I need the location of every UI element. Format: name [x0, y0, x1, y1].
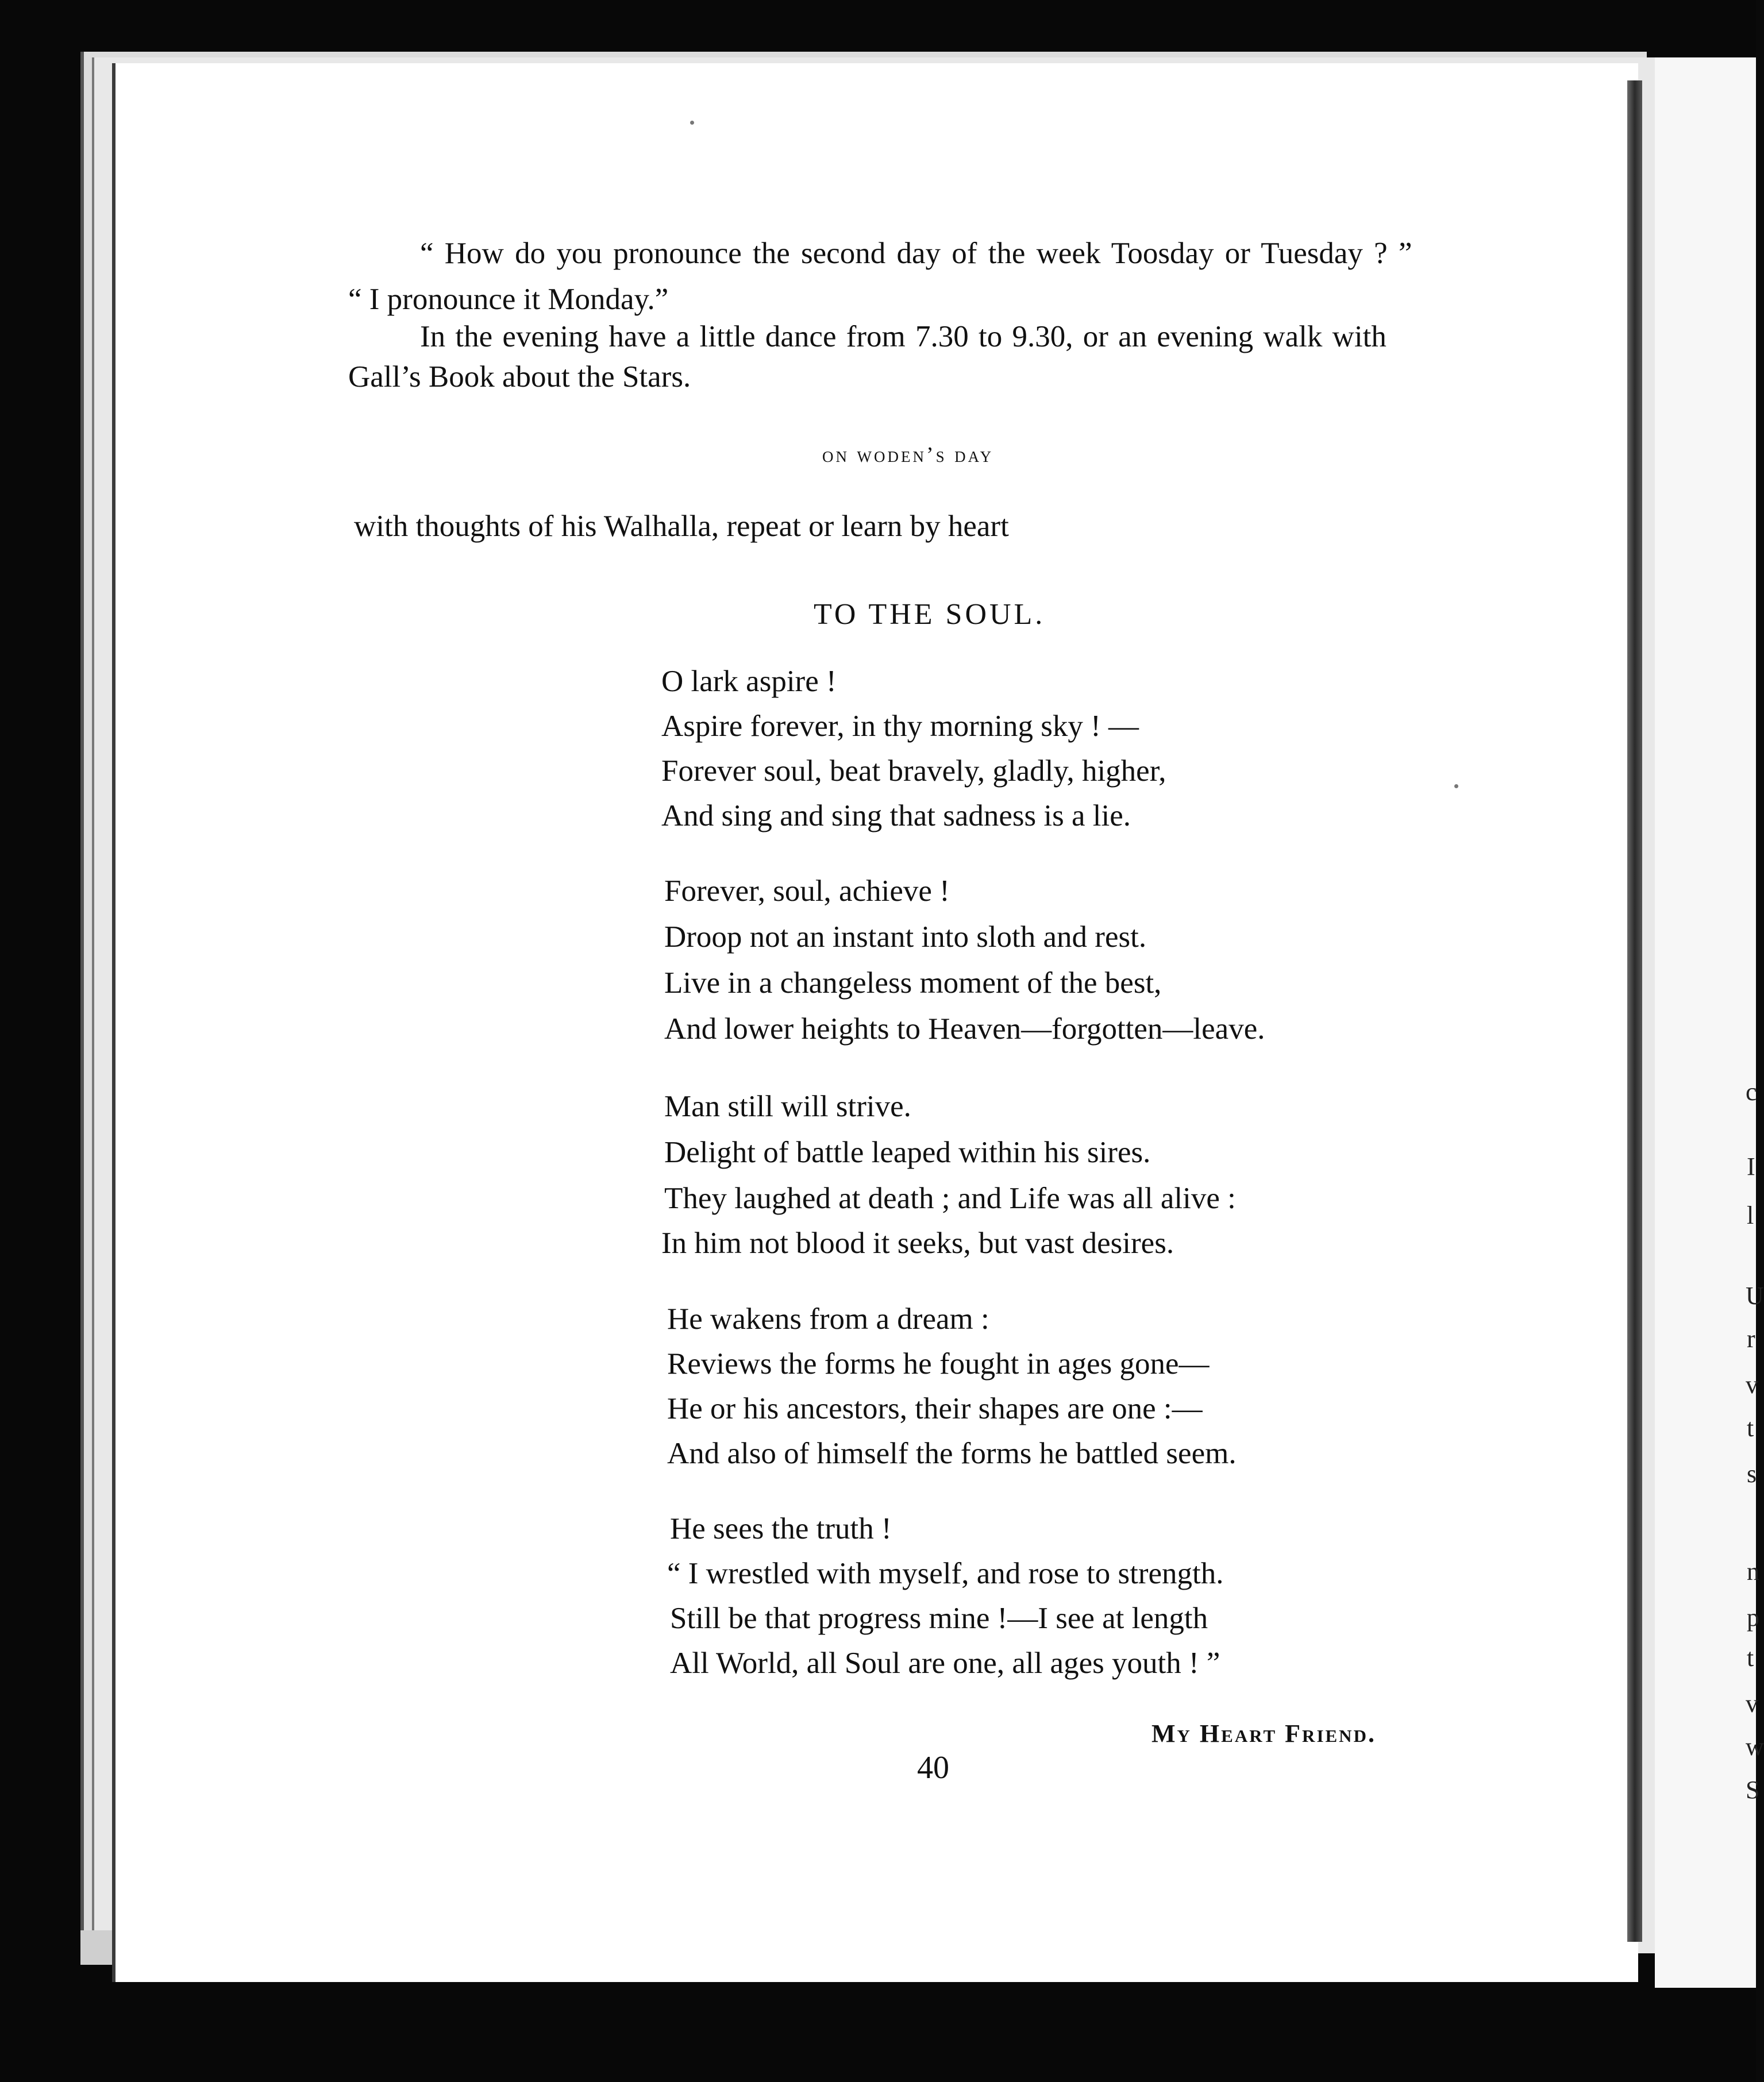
poem-line: Still be that progress mine !—I see at length: [670, 1602, 1208, 1635]
poem-line: Forever, soul, achieve !: [664, 874, 950, 908]
poem-line: Forever soul, beat bravely, gladly, higher,: [661, 754, 1166, 788]
poem-line: And also of himself the forms he battled seem.: [667, 1437, 1237, 1470]
facing-letter: s: [1747, 1460, 1757, 1488]
poem-line: Live in a changeless moment of the best,: [664, 966, 1162, 1000]
facing-page-sliver: [1655, 57, 1764, 1988]
facing-letter: r: [1747, 1325, 1755, 1353]
facing-letter: p: [1747, 1603, 1759, 1632]
prose-line: “ I pronounce it Monday.”: [348, 283, 669, 316]
prose-line: Gall’s Book about the Stars.: [348, 360, 691, 394]
facing-letter: c: [1746, 1078, 1757, 1106]
facing-letter: w: [1746, 1733, 1764, 1761]
poem-line: Man still will strive.: [664, 1090, 911, 1123]
poem-line: They laughed at death ; and Life was all alive :: [664, 1182, 1236, 1215]
section-heading: on woden’s day: [822, 443, 994, 467]
poem-line: He wakens from a dream :: [667, 1302, 989, 1336]
facing-letter: U: [1746, 1282, 1764, 1310]
binding-gutter: [1627, 80, 1642, 1942]
prose-line: “ How do you pronounce the second day of the week Toosday or Tuesday ? ”: [420, 237, 1412, 270]
page-number: 40: [917, 1750, 949, 1786]
facing-letter: l: [1747, 1201, 1754, 1229]
facing-letter: S: [1746, 1776, 1760, 1804]
dust-speck: [690, 121, 694, 125]
section-intro: with thoughts of his Walhalla, repeat or learn by heart: [354, 510, 1009, 543]
facing-letter: t: [1747, 1414, 1754, 1442]
prose-line: In the evening have a little dance from 7.30 to 9.30, or an evening walk with: [420, 320, 1386, 353]
poem-line: O lark aspire !: [661, 665, 837, 698]
poem-line: Reviews the forms he fought in ages gone—: [667, 1347, 1210, 1381]
facing-letter: I: [1747, 1152, 1755, 1181]
poem-line: “ I wrestled with myself, and rose to strength.: [667, 1557, 1224, 1590]
poem-line: He or his ancestors, their shapes are one :—: [667, 1392, 1203, 1425]
facing-letter: t: [1747, 1644, 1754, 1672]
facing-letter: v: [1746, 1371, 1758, 1399]
poem-line: And lower heights to Heaven—forgotten—leave.: [664, 1012, 1265, 1046]
poem-line: And sing and sing that sadness is a lie.: [661, 799, 1131, 832]
dust-speck: [1454, 784, 1458, 788]
poem-title: TO THE SOUL.: [814, 598, 1046, 631]
poem-line: Delight of battle leaped within his sires.: [664, 1136, 1151, 1169]
poem-line: In him not blood it seeks, but vast desires.: [661, 1227, 1174, 1260]
facing-letter: n: [1747, 1557, 1759, 1586]
poem-line: Aspire forever, in thy morning sky ! —: [661, 710, 1139, 743]
book-page: [112, 63, 1638, 1982]
poem-line: Droop not an instant into sloth and rest.: [664, 920, 1147, 954]
poem-signature: My Heart Friend.: [1151, 1719, 1376, 1748]
poem-line: He sees the truth !: [670, 1512, 892, 1545]
facing-letter: v: [1746, 1690, 1758, 1718]
poem-line: All World, all Soul are one, all ages youth ! ”: [670, 1647, 1220, 1680]
